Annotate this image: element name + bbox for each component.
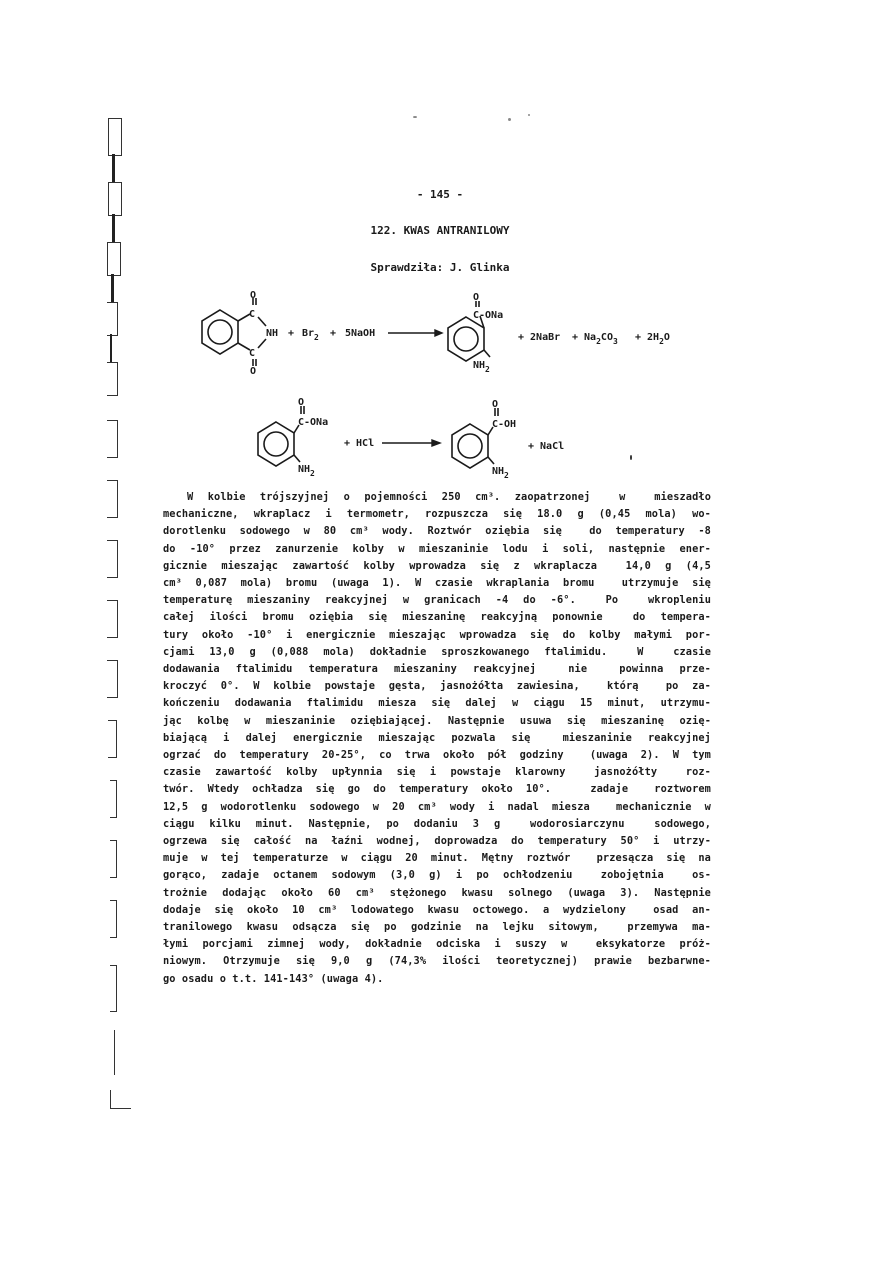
binding-tab bbox=[114, 1030, 115, 1075]
nacl-label: + NaCl bbox=[528, 441, 565, 452]
amino-label: $NH_2$ bbox=[492, 466, 509, 480]
text-line: czasie zawartość kolby upłynnia się i powstaje klarowny jasnożółty roz- bbox=[163, 766, 711, 779]
amino-label: $NH_2$ bbox=[298, 464, 315, 478]
binding-tab bbox=[107, 600, 118, 638]
text-line: go osadu o t.t. 141-143° (uwaga 4). bbox=[163, 972, 384, 985]
text-line: całej ilości bromu oziębia się mieszaninę reakcyjną ponownie do tempera- bbox=[163, 611, 711, 624]
binding-tab bbox=[108, 118, 122, 156]
binding-tab bbox=[107, 362, 118, 396]
binding-tab bbox=[107, 480, 118, 518]
text-line: jąc kolbę w mieszaninie oziębiającej. Następnie usuwa się mieszaninę ozię- bbox=[163, 714, 711, 727]
carboxylate-label: C-ONa bbox=[473, 310, 504, 321]
phthalimide-structure bbox=[202, 298, 266, 366]
carboxylic-acid-label: C-OH bbox=[492, 419, 517, 430]
binding-tab bbox=[107, 420, 118, 458]
text-line: trożnie dodając około 60 cm³ stężonego kwasu solnego (uwaga 3). Następnie bbox=[163, 886, 711, 899]
text-line: ciągu kilku minut. Następnie, po dodaniu 3 g wodorosiarczynu sodowego, bbox=[163, 817, 711, 830]
text-line: tury około -10° i energicznie mieszając wprowadza się do kolby małymi por- bbox=[163, 628, 711, 641]
reaction-scheme-1 bbox=[190, 290, 710, 380]
byproduct-nabr: + 2NaBr bbox=[518, 332, 561, 343]
text-line: dorotlenku sodowego w 80 cm³ wody. Roztwór oziębia się do temperatury -8 bbox=[163, 525, 711, 538]
anthranilic-acid-structure bbox=[452, 408, 498, 468]
text-line: do -10° przez zanurzenie kolby w mieszaninie lodu i soli, następnie ener- bbox=[163, 542, 711, 555]
binding-bar bbox=[112, 154, 115, 182]
binding-tab bbox=[107, 540, 118, 578]
checked-by: Sprawdziła: J. Glinka bbox=[370, 261, 510, 274]
procedure-text bbox=[163, 489, 711, 988]
reaction-arrow-icon bbox=[382, 440, 440, 446]
bromine-label: $Br_2$ bbox=[302, 328, 319, 342]
text-line: dodaje się około 10 cm³ lodowatego kwasu octowego. a wydzielony osad an- bbox=[163, 903, 711, 916]
text-line: gicznie mieszając zawartość kolby wprowadza się z wkraplacza 14,0 g (4,5 bbox=[163, 559, 711, 572]
byproduct-water: + $2H_2O$ bbox=[635, 332, 670, 346]
text-line: biającą i dalej energicznie mieszając pozwala się mieszaninie reakcyjnej bbox=[163, 731, 711, 744]
scan-speck bbox=[413, 116, 417, 118]
binding-tab bbox=[107, 660, 118, 698]
binding-tab bbox=[110, 965, 117, 1012]
reaction-arrow-icon bbox=[388, 330, 442, 336]
byproduct-na2co3: + $Na_2CO_3$ bbox=[572, 332, 618, 346]
amino-label: $NH_2$ bbox=[473, 360, 490, 374]
text-line: muje w tej temperaturze w ciągu 20 minut. Mętny roztwór przesącza się na bbox=[163, 852, 711, 865]
o-top-label: O bbox=[250, 290, 257, 301]
text-line: cjami 13,0 g (0,088 mola) dokładnie sproszkowanego ftalimidu. W czasie bbox=[163, 645, 711, 658]
scan-speck bbox=[508, 118, 511, 121]
binding-tab bbox=[108, 720, 117, 758]
plus-sign: + bbox=[288, 328, 295, 339]
text-line: twór. Wtedy ochładza się go do temperatury około 10°. zadaje roztworem bbox=[163, 783, 711, 796]
text-line: W kolbie trójszyjnej o pojemności 250 cm³. zaopatrzonej w mieszadło bbox=[187, 491, 711, 503]
sodium-anthranilate-structure bbox=[258, 406, 304, 466]
binding-margin-artifacts bbox=[100, 100, 140, 1110]
nh-label: NH bbox=[266, 328, 279, 339]
text-line: ogrzać do temperatury 20-25°, co trwa około pół godziny (uwaga 2). W tym bbox=[163, 749, 711, 762]
text-line: cm³ 0,087 mola) bromu (uwaga 1). W czasie wkraplania bromu utrzymuje się bbox=[163, 577, 711, 590]
text-line: łymi porcjami zimnej wody, dokładnie odciska i suszy w eksykatorze próż- bbox=[163, 938, 711, 951]
naoh-label: 5NaOH bbox=[345, 328, 376, 339]
text-line: niowym. Otrzymuje się 9,0 g (74,3% ilości teoretycznej) prawie bezbarwne- bbox=[163, 955, 711, 968]
text-line: kończeniu dodawania ftalimidu miesza się dalej w ciągu 15 minut, utrzymu- bbox=[163, 697, 711, 710]
binding-bar bbox=[110, 334, 112, 362]
page-number: - 145 - bbox=[416, 188, 464, 201]
carboxylate-label: C-ONa bbox=[298, 417, 329, 428]
text-line: 12,5 g wodorotlenku sodowego w 20 cm³ wody i nadal miesza mechanicznie w bbox=[163, 800, 711, 813]
binding-tab bbox=[107, 302, 118, 336]
binding-tab bbox=[110, 900, 117, 938]
plus-sign: + bbox=[330, 328, 337, 339]
text-line: gorąco, zadaje octanem sodowym (3,0 g) i po ochłodzeniu zobojętnia os- bbox=[163, 869, 711, 882]
c-top-label: C bbox=[249, 309, 256, 320]
o-label: O bbox=[473, 292, 480, 303]
page-title: 122. KWAS ANTRANILOWY bbox=[370, 224, 510, 237]
reaction-scheme-2 bbox=[240, 390, 640, 480]
hcl-label: + HCl bbox=[344, 438, 375, 449]
binding-bar bbox=[111, 274, 114, 302]
text-line: kroczyć 0°. W kolbie powstaje gęsta, jasnożółta zawiesina, którą po za- bbox=[163, 680, 711, 693]
binding-tab bbox=[110, 780, 117, 818]
text-line: temperaturę mieszaniny reakcyjnej w granicach -4 do -6°. Po wkropleniu bbox=[163, 594, 711, 607]
binding-tab bbox=[110, 840, 117, 878]
text-line: mechaniczne, wkraplacz i termometr, rozpuszcza się 18.0 g (0,45 mola) wo- bbox=[163, 508, 711, 521]
text-line: tranilowego kwasu odsącza się po godzinie na lejku sitowym, przemywa ma- bbox=[163, 921, 711, 934]
o-label: O bbox=[298, 397, 305, 408]
binding-corner bbox=[110, 1090, 131, 1109]
binding-tab bbox=[108, 182, 122, 216]
scan-speck bbox=[528, 114, 530, 116]
text-line: dodawania ftalimidu temperatura mieszaniny reakcyjnej nie powinna prze- bbox=[163, 663, 711, 676]
o-label: O bbox=[492, 399, 499, 410]
binding-tab bbox=[107, 242, 121, 276]
c-bottom-label: C bbox=[249, 348, 256, 359]
o-bottom-label: O bbox=[250, 366, 257, 377]
binding-bar bbox=[112, 214, 115, 242]
text-line: ogrzewa się całość na łaźni wodnej, doprowadza do temperatury 50° i utrzy- bbox=[163, 835, 711, 848]
